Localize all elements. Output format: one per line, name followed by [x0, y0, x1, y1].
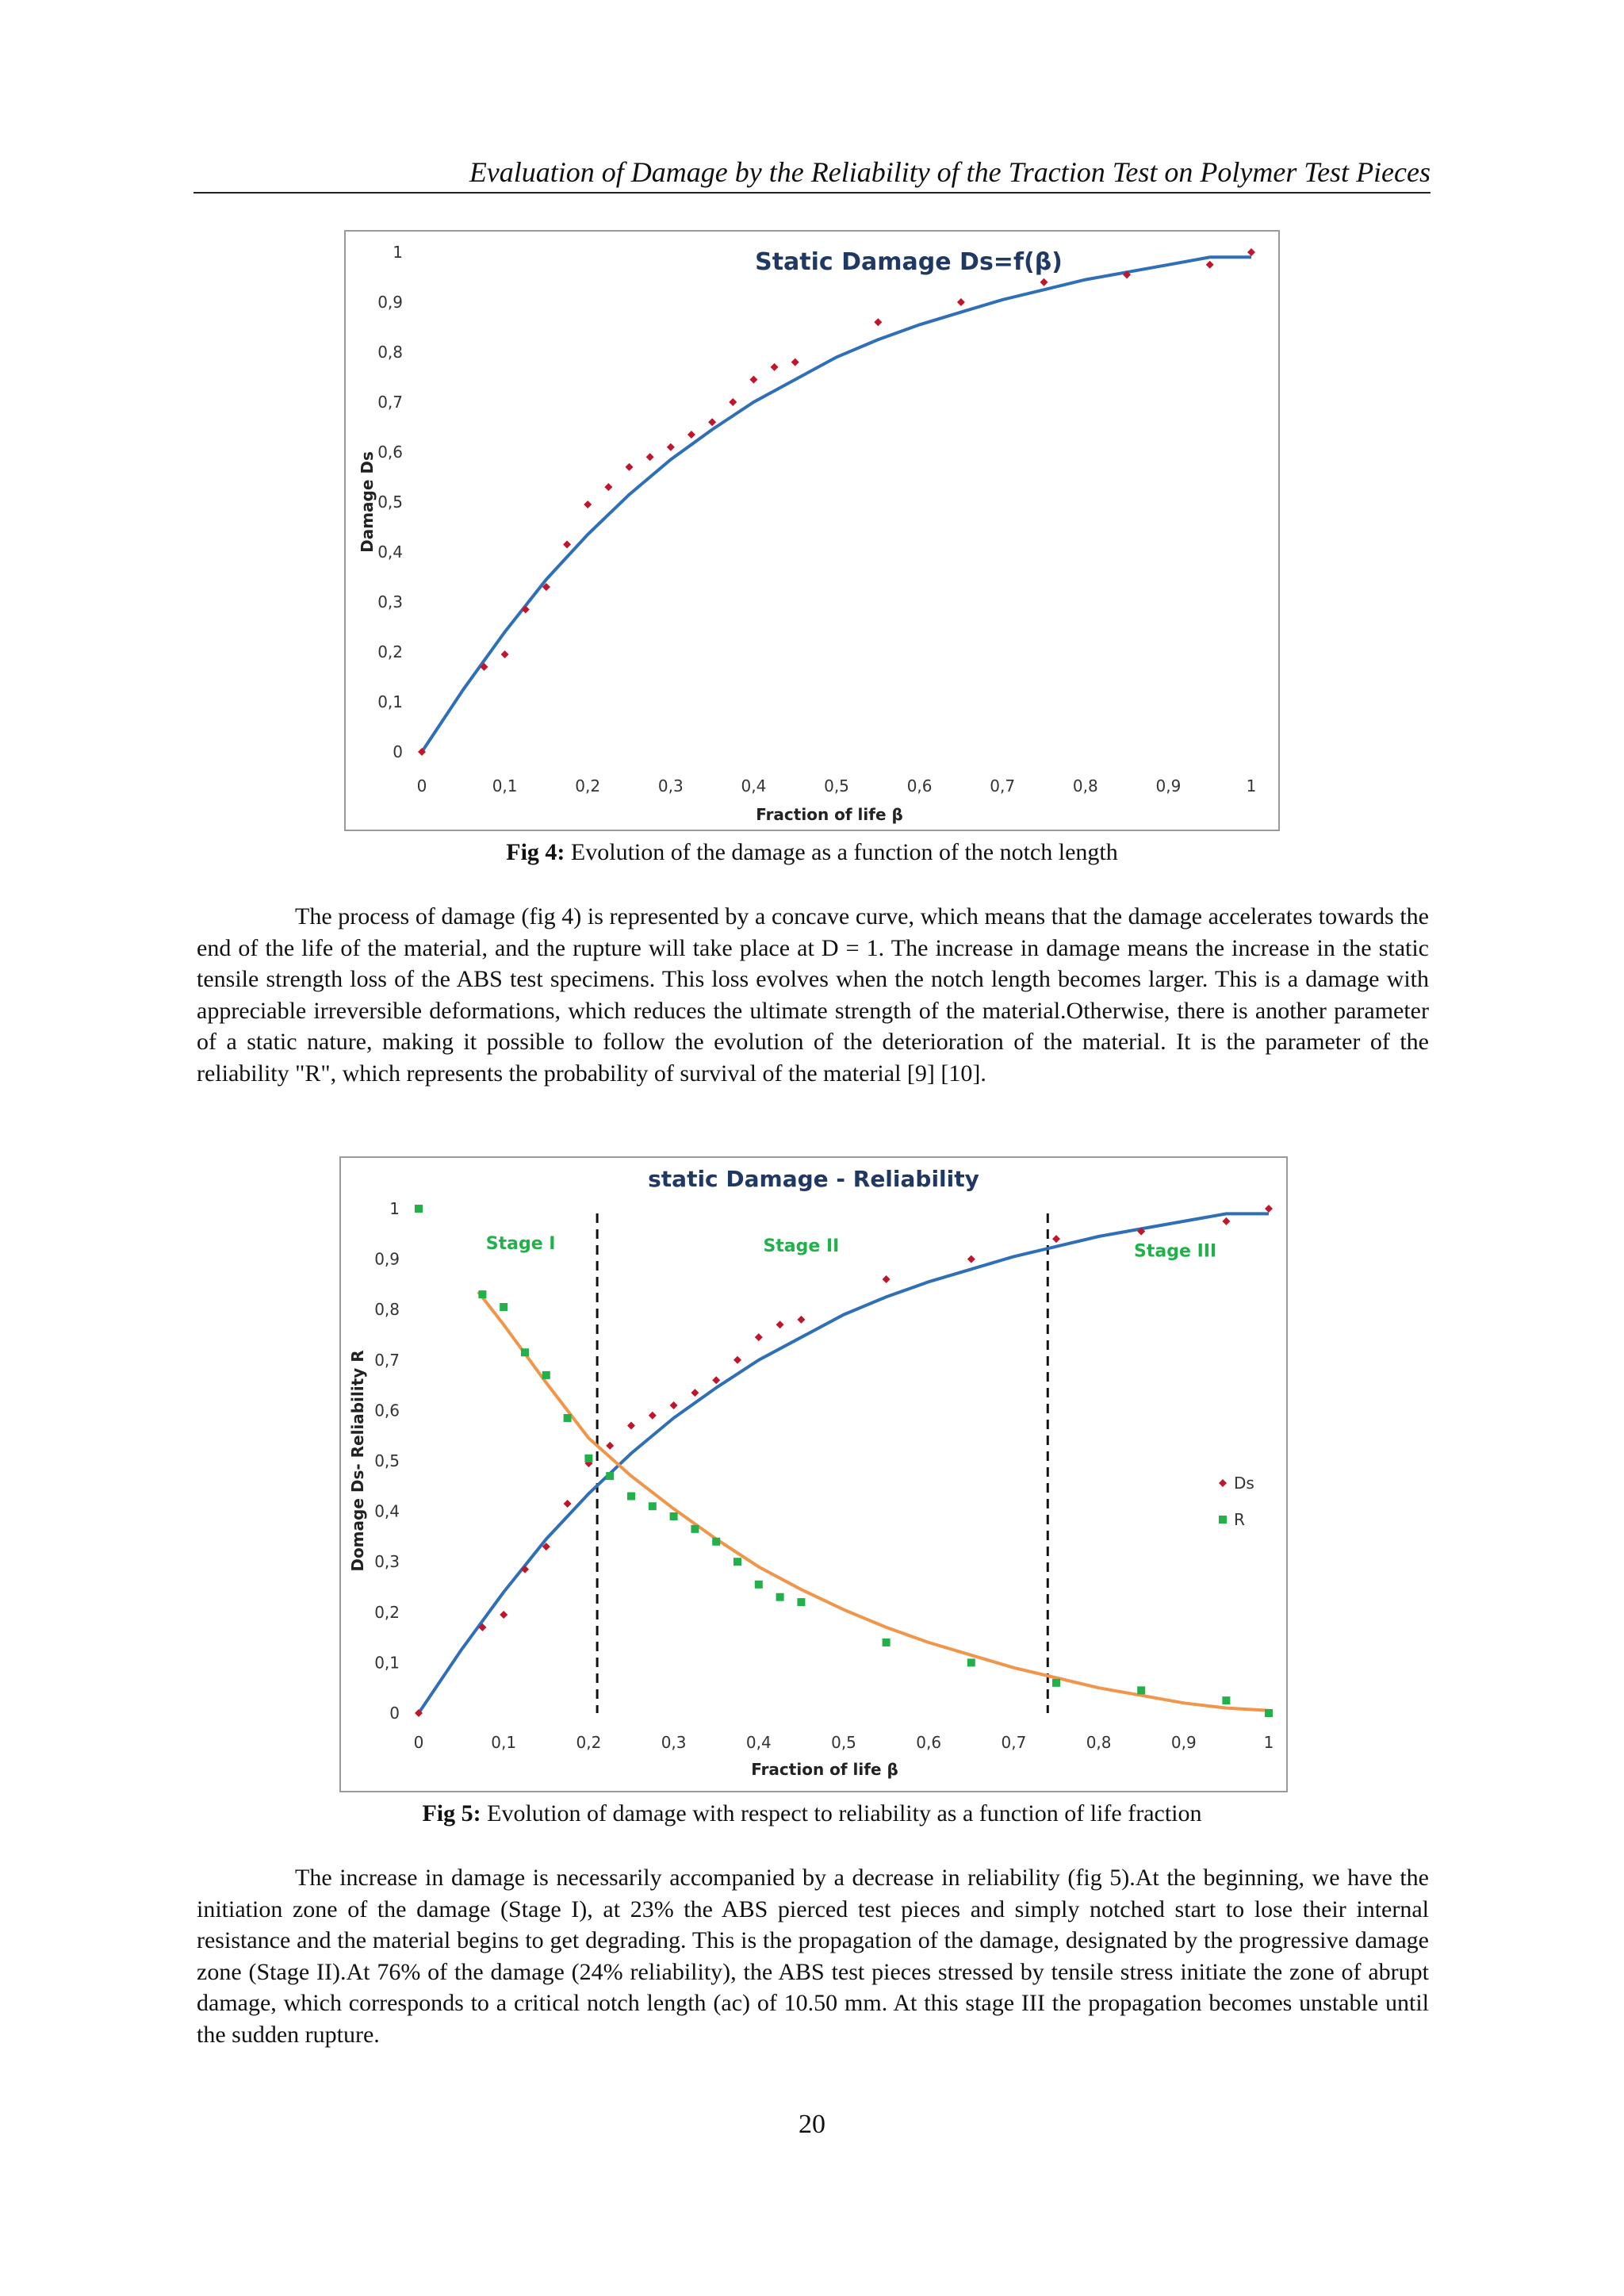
- chart-2-ds-point: [649, 1412, 657, 1420]
- chart-2-ds-point: [797, 1316, 805, 1324]
- figure-4-caption-text: Evolution of the damage as a function of the notch length: [565, 839, 1118, 865]
- chart-2-ds-point: [670, 1401, 678, 1409]
- running-header: [193, 152, 1431, 194]
- chart-2-legend-ds-marker: [1219, 1479, 1227, 1487]
- chart-1-y-tick-label: 0,7: [377, 393, 403, 412]
- chart-1-x-tick-label: 0,2: [575, 776, 601, 795]
- figure-4-caption-label: Fig 4:: [506, 839, 565, 865]
- chart-2-legend-r-marker: [1219, 1516, 1227, 1524]
- chart-2-r-point: [627, 1493, 635, 1501]
- chart-1-data-point: [791, 358, 799, 366]
- chart-2-ds-trend-curve: [419, 1213, 1269, 1713]
- chart-2-y-axis-label: Domage Ds- Reliability R: [348, 1350, 367, 1572]
- chart-1-data-point: [604, 483, 612, 491]
- chart-2-stage-label: Stage I: [485, 1233, 556, 1254]
- chart-2-x-tick-label: 0,6: [916, 1733, 942, 1752]
- figure-4-caption: [0, 839, 1624, 866]
- chart-2-r-point: [1137, 1686, 1145, 1694]
- chart-1-y-tick-label: 0: [393, 742, 403, 761]
- chart-1-data-point: [501, 650, 509, 658]
- chart-1-y-tick-label: 0,1: [377, 692, 403, 711]
- chart-2-ds-point: [691, 1389, 699, 1397]
- paragraph-2: The increase in damage is necessarily accompanied by a decrease in reliability (fig 5).At the beginning, we have the initiation zone of the damage (Stage I), at 23% the ABS pierced test pieces and simply notched start to lose their internal resistance and the material begins to get degrading. This is the propagation of the damage, designated by the progressive damage zone (Stage II).At 76% of the damage (24% reliability), the ABS test pieces stressed by tensile stress initiate the zone of abrupt damage, which corresponds to a critical notch length (ac) of 10.50 mm. At this stage III the propagation becomes unstable until the sudden rupture.: [197, 1865, 1429, 2048]
- chart-static-damage: [346, 232, 1278, 830]
- chart-2-r-point: [967, 1658, 975, 1666]
- chart-2-x-tick-label: 0,9: [1170, 1733, 1197, 1752]
- chart-2-r-point: [797, 1598, 805, 1606]
- chart-2-r-point: [883, 1639, 891, 1646]
- chart-2-x-tick-label: 0,2: [576, 1733, 602, 1752]
- chart-1-x-tick-label: 0,9: [1155, 776, 1182, 795]
- chart-2-x-tick-label: 1: [1263, 1733, 1274, 1752]
- chart-1-data-point: [874, 318, 882, 326]
- chart-1-data-point: [667, 443, 675, 451]
- chart-2-r-point: [755, 1581, 763, 1589]
- chart-2-legend-ds-label: Ds: [1234, 1474, 1254, 1493]
- chart-1-x-tick-label: 0,6: [906, 776, 933, 795]
- chart-1-x-tick-label: 1: [1246, 776, 1257, 795]
- chart-1-x-tick-label: 0,1: [492, 776, 518, 795]
- chart-2-x-tick-label: 0: [413, 1733, 424, 1752]
- chart-2-y-tick-label: 0,1: [374, 1653, 400, 1673]
- chart-2-r-point: [1222, 1696, 1230, 1704]
- chart-1-data-point: [771, 363, 779, 371]
- chart-1-y-tick-label: 0,4: [377, 542, 403, 562]
- chart-1-y-tick-label: 0,6: [377, 443, 403, 462]
- chart-2-x-tick-label: 0,5: [831, 1733, 856, 1752]
- paragraph-1: The process of damage (fig 4) is represented by a concave curve, which means that the damage accelerates towards the end of the life of the material, and the rupture will take place at D = 1. The increase in damage means the increase in the static tensile strength loss of the ABS test specimens. This loss evolves when the notch length becomes larger. This is a damage with appreciable irreversible deformations, which reduces the ultimate strength of the material.Otherwise, there is another parameter of a static nature, making it possible to follow the evolution of the deterioration of the material. It is the parameter of the reliability "R", which represents the probability of survival of the material [9] [10].: [197, 903, 1429, 1087]
- chart-2-ds-point: [627, 1421, 635, 1429]
- chart-damage-reliability: [341, 1158, 1286, 1791]
- chart-2-y-tick-label: 0,3: [374, 1552, 400, 1572]
- chart-2-y-tick-label: 0,9: [374, 1249, 400, 1269]
- chart-2-r-point: [606, 1472, 614, 1480]
- chart-2-r-point: [564, 1414, 572, 1422]
- chart-2-ds-point: [776, 1320, 784, 1328]
- chart-2-y-tick-label: 0,8: [374, 1300, 400, 1320]
- chart-1-data-point: [1247, 248, 1255, 256]
- chart-1-y-axis-label: Damage Ds: [358, 451, 377, 553]
- chart-2-ds-point: [1222, 1217, 1230, 1225]
- chart-2-r-point: [776, 1593, 784, 1601]
- chart-1-data-point: [626, 463, 634, 471]
- chart-2-y-tick-label: 1: [389, 1199, 400, 1218]
- chart-2-r-point: [415, 1205, 423, 1213]
- chart-1-x-tick-label: 0: [416, 776, 427, 795]
- chart-2-ds-point: [967, 1255, 975, 1263]
- chart-2-ds-point: [1052, 1235, 1060, 1243]
- chart-1-title: Static Damage Ds=f(β): [755, 248, 1063, 276]
- chart-1-data-point: [646, 453, 654, 461]
- chart-2-y-tick-label: 0,5: [374, 1451, 400, 1470]
- chart-2-y-tick-label: 0,7: [374, 1350, 400, 1370]
- chart-2-x-tick-label: 0,3: [661, 1733, 687, 1752]
- figure-5-caption-text: Evolution of damage with respect to reliability as a function of life fraction: [481, 1800, 1202, 1826]
- chart-2-ds-point: [883, 1275, 891, 1283]
- chart-1-data-point: [1040, 278, 1048, 286]
- chart-2-r-point: [478, 1290, 486, 1298]
- chart-2-r-point: [521, 1348, 529, 1356]
- chart-1-y-tick-label: 1: [393, 243, 403, 262]
- chart-1-x-tick-label: 0,7: [990, 776, 1016, 795]
- chart-1-x-axis-label: Fraction of life β: [756, 805, 903, 824]
- chart-2-ds-point: [1265, 1205, 1273, 1213]
- chart-2-y-tick-label: 0,4: [374, 1501, 400, 1521]
- chart-1-data-point: [563, 541, 571, 549]
- figure-5: [339, 1156, 1288, 1792]
- chart-1-trend-curve: [422, 257, 1251, 752]
- chart-2-r-point: [584, 1455, 592, 1462]
- chart-2-ds-point: [606, 1442, 614, 1450]
- chart-2-r-point: [691, 1525, 699, 1533]
- chart-1-data-point: [957, 298, 965, 306]
- chart-2-ds-point: [712, 1376, 720, 1384]
- chart-1-y-tick-label: 0,5: [377, 493, 403, 512]
- chart-2-ds-point: [733, 1356, 741, 1364]
- chart-2-ds-point: [564, 1500, 572, 1508]
- running-title: Evaluation of Damage by the Reliability of the Traction Test on Polymer Test Pieces: [469, 156, 1431, 188]
- chart-1-y-tick-label: 0,3: [377, 592, 403, 611]
- chart-1-y-tick-label: 0,9: [377, 293, 403, 312]
- chart-1-data-point: [584, 500, 592, 508]
- chart-2-r-point: [1265, 1709, 1273, 1717]
- chart-2-r-point: [670, 1512, 678, 1520]
- chart-2-legend-r-label: R: [1234, 1510, 1245, 1529]
- chart-1-x-tick-label: 0,3: [657, 776, 684, 795]
- chart-2-y-tick-label: 0,2: [374, 1602, 400, 1622]
- figure-5-caption-label: Fig 5:: [422, 1800, 481, 1826]
- chart-2-r-point: [649, 1502, 657, 1510]
- chart-1-data-point: [1206, 261, 1214, 269]
- chart-2-r-point: [500, 1303, 508, 1311]
- figure-4: [344, 230, 1280, 831]
- chart-1-x-tick-label: 0,5: [824, 776, 849, 795]
- chart-1-x-tick-label: 0,4: [741, 776, 767, 795]
- chart-2-x-tick-label: 0,7: [1001, 1733, 1027, 1752]
- chart-1-y-tick-label: 0,2: [377, 642, 403, 661]
- chart-1-x-tick-label: 0,8: [1072, 776, 1098, 795]
- chart-2-r-point: [1052, 1679, 1060, 1687]
- chart-2-ds-point: [500, 1611, 508, 1619]
- chart-1-y-tick-label: 0,8: [377, 343, 403, 362]
- chart-2-ds-point: [755, 1333, 763, 1341]
- chart-2-title: static Damage - Reliability: [648, 1166, 979, 1192]
- chart-2-y-tick-label: 0: [389, 1704, 400, 1723]
- chart-2-x-tick-label: 0,8: [1086, 1733, 1112, 1752]
- chart-2-x-tick-label: 0,4: [745, 1733, 772, 1752]
- chart-2-y-tick-label: 0,6: [374, 1401, 400, 1420]
- chart-2-stage-label: Stage II: [763, 1236, 840, 1257]
- figure-5-caption: [0, 1800, 1624, 1827]
- chart-1-data-point: [729, 398, 737, 406]
- chart-2-stage-label: Stage III: [1134, 1241, 1217, 1262]
- chart-2-x-axis-label: Fraction of life β: [751, 1760, 898, 1779]
- chart-2-x-tick-label: 0,1: [491, 1733, 517, 1752]
- chart-2-r-point: [733, 1558, 741, 1566]
- chart-1-data-point: [708, 418, 716, 426]
- chart-1-data-point: [749, 376, 757, 384]
- page-number: 20: [799, 2110, 825, 2139]
- chart-1-data-point: [688, 431, 695, 439]
- chart-2-r-point: [712, 1538, 720, 1546]
- chart-2-r-point: [542, 1371, 550, 1379]
